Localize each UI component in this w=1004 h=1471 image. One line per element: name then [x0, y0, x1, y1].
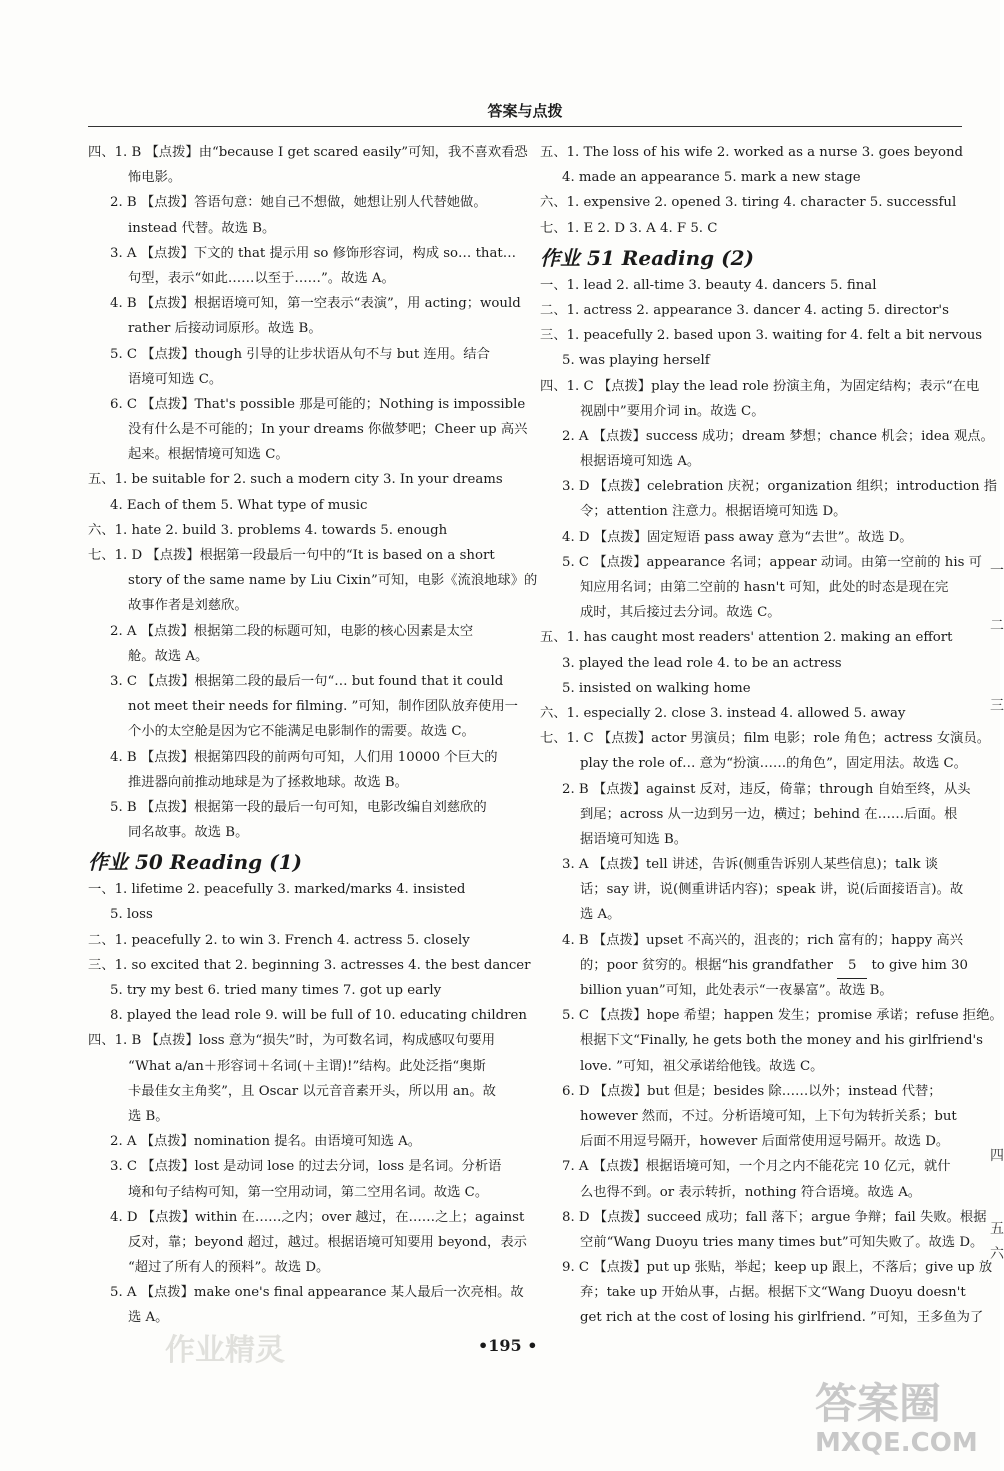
- answer-line: 起来。根据情境可知选 C。: [128, 447, 289, 463]
- answer-line: 7. A 【点拨】根据语境可知，一个月之内不能花完 10 亿元，就什: [562, 1159, 951, 1175]
- answer-line: 6. C 【点拨】That's possible 那是可能的；Nothing is impossible: [110, 396, 526, 412]
- answer-line: instead 代替。故选 B。: [128, 220, 276, 236]
- answer-line: 七、1. C 【点拨】actor 男演员；film 电影；role 角色；actress 女演员。: [540, 731, 991, 747]
- answer-line: 推进器向前推动地球是为了拯救地球。故选 B。: [128, 774, 408, 790]
- answer-line: 境和句子结构可知，第一空用动词，第二空用名词。故选 C。: [128, 1184, 489, 1200]
- answer-line: 二、1. peacefully 2. to win 3. French 4. actress 5. closely: [88, 932, 470, 948]
- answer-line: however 然而，不过。分析语境可知，上下句为转折关系；but: [580, 1108, 957, 1124]
- answer-line: 七、1. E 2. D 3. A 4. F 5. C: [540, 220, 718, 236]
- answer-line: 同名故事。故选 B。: [128, 825, 249, 841]
- answer-line: 三、1. peacefully 2. based upon 3. waiting for 4. felt a bit nervous: [540, 328, 983, 344]
- answer-line: 四、1. C 【点拨】play the lead role 扮演主角，为固定结构；表示“在电: [540, 378, 980, 394]
- answer-line: 舱。故选 A。: [128, 648, 209, 664]
- answer-line: 六、1. especially 2. close 3. instead 4. allowed 5. away: [540, 705, 906, 721]
- answer-line: 6. D 【点拨】but 但是；besides 除……以外；instead 代替；: [562, 1083, 942, 1099]
- answer-line: 五、1. be suitable for 2. such a modern city 3. In your dreams: [88, 472, 503, 488]
- answer-line: 4. B 【点拨】upset 不高兴的，沮丧的；rich 富有的；happy 高兴: [562, 932, 963, 948]
- answer-line: love. ”可知，祖父承诺给他钱。故选 C。: [580, 1058, 824, 1074]
- answer-line: 选 A。: [128, 1310, 169, 1326]
- answer-line: 后面不用逗号隔开，however 后面常使用逗号隔开。故选 D。: [580, 1134, 950, 1150]
- answer-line: 2. A 【点拨】nomination 提名。由语境可知选 A。: [110, 1134, 422, 1150]
- answer-line: 5. A 【点拨】make one's final appearance 某人最后一次亮相。故: [110, 1285, 524, 1301]
- answer-line: 3. C 【点拨】根据第二段的最后一句“… but found that it could: [110, 673, 504, 689]
- watermark-left: 作业精灵: [165, 1333, 285, 1368]
- edge-mark: 四: [990, 1148, 1004, 1164]
- answer-line: 视剧中”要用介词 in。故选 C。: [580, 403, 765, 419]
- watermark-logo-text: 答案圈: [815, 1379, 942, 1428]
- section-heading: 作业 51 Reading (2): [540, 245, 754, 270]
- answer-line: 4. Each of them 5. What type of music: [110, 497, 368, 513]
- answer-line: 五、1. The loss of his wife 2. worked as a nurse 3. goes beyond: [540, 145, 964, 160]
- answer-line: 语境可知选 C。: [128, 371, 223, 387]
- answer-line: not meet their needs for filming. ”可知，制作团队放弃使用一: [128, 699, 518, 715]
- answer-line-tail: to give him 30: [871, 957, 968, 973]
- page-number: •195 •: [478, 1336, 538, 1355]
- right-column: [540, 140, 1003, 1331]
- answer-line: 空前“Wang Duoyu tries many times but”可知失败了。故选 D。: [580, 1234, 984, 1250]
- edge-mark: 六: [990, 1246, 1004, 1262]
- answer-line: 5. C 【点拨】appearance 名词；appear 动词。由第一空前的 his 可: [562, 554, 982, 570]
- edge-mark: 二: [990, 618, 1004, 634]
- answer-line: 2. A 【点拨】success 成功；dream 梦想；chance 机会；idea 观点。: [562, 428, 994, 444]
- answer-line: 4. D 【点拨】within 在……之内；over 越过，在……之上；against: [110, 1209, 525, 1225]
- answer-line: 令；attention 注意力。根据语境可知选 D。: [580, 504, 847, 520]
- answer-line: 选 A。: [580, 907, 621, 923]
- answer-line: 七、1. D 【点拨】根据第一段最后一句中的“It is based on a short: [88, 548, 495, 563]
- watermark-right: [815, 1380, 985, 1465]
- page-header: 答案与点拨: [487, 102, 563, 120]
- answer-line: 么也得不到。or 表示转折，nothing 符合语境。故选 A。: [580, 1184, 922, 1200]
- answer-line: 没有什么是不可能的；In your dreams 你做梦吧；Cheer up 高兴: [128, 422, 528, 438]
- answer-line: [540, 953, 970, 978]
- answer-line: 一、1. lead 2. all-time 3. beauty 4. dancers 5. final: [540, 277, 877, 293]
- answer-line: 5. insisted on walking home: [562, 680, 751, 696]
- answer-line: 根据语境可知选 A。: [580, 454, 701, 470]
- edge-mark: 三: [990, 698, 1004, 714]
- answer-line: 一、1. lifetime 2. peacefully 3. marked/marks 4. insisted: [88, 882, 466, 898]
- answer-line: 知应用名词；由第二空前的 hasn't 可知，此处的时态是现在完: [580, 580, 949, 595]
- answer-line: 故事作者是刘慈欣。: [128, 598, 248, 614]
- answer-line: 4. D 【点拨】固定短语 pass away 意为“去世”。故选 D。: [562, 529, 913, 545]
- answer-line: rather 后接动词原形。故选 B。: [128, 321, 322, 337]
- answer-line: billion yuan”可知，此处表示“一夜暴富”。故选 B。: [580, 983, 893, 998]
- answer-line: “What a/an＋形容词＋名词(＋主谓)!”结构。此处泛指“奥斯: [128, 1058, 486, 1074]
- answer-line: 3. A 【点拨】tell 讲述，告诉(侧重告诉别人某些信息)；talk 谈: [562, 857, 939, 873]
- answer-line: 3. C 【点拨】lost 是动词 lose 的过去分词，loss 是名词。分析语: [110, 1159, 502, 1175]
- answer-line: 句型，表示“如此……以至于……”。故选 A。: [128, 270, 395, 286]
- answer-line: 9. C 【点拨】put up 张贴，举起；keep up 跟上，不落后；give up 放: [562, 1260, 993, 1276]
- answer-line: 5. was playing herself: [562, 353, 710, 369]
- answer-line: 5. C 【点拨】hope 希望；happen 发生；promise 承诺；refuse 拒绝。: [562, 1008, 1003, 1024]
- answer-line: 据语境可知选 B。: [580, 831, 688, 847]
- left-column: [88, 140, 538, 1331]
- answer-line: 四、1. B 【点拨】由“because I get scared easily”可知，我不喜欢看恐: [88, 145, 528, 160]
- section-heading: 作业 50 Reading (1): [88, 850, 302, 875]
- answer-line: 弃；take up 开始从事，占据。根据下文“Wang Duoyu doesn't: [580, 1285, 966, 1301]
- answer-line: 3. played the lead role 4. to be an actress: [562, 655, 842, 671]
- answer-line: 成时，其后接过去分词。故选 C。: [580, 605, 781, 621]
- answer-line: 4. B 【点拨】根据第四段的前两句可知，人们用 10000 个巨大的: [110, 749, 498, 765]
- answer-line: 六、1. expensive 2. opened 3. tiring 4. character 5. successful: [540, 195, 957, 211]
- answer-line: play the role of… 意为“扮演……的角色”，固定用法。故选 C。: [580, 756, 967, 772]
- answer-line: 卡最佳女主角奖”，且 Oscar 以元音音素开头，所以用 an。故: [128, 1083, 496, 1099]
- answer-line: 5. B 【点拨】根据第一段的最后一句可知，电影改编自刘慈欣的: [110, 799, 487, 815]
- answer-line: 选 B。: [128, 1108, 169, 1124]
- answer-line: “超过了所有人的预料”。故选 D。: [128, 1260, 330, 1276]
- edge-mark: 一: [990, 563, 1004, 579]
- answer-line: 5. loss: [110, 907, 153, 923]
- answer-line-text: 的；poor 贫穷的。根据“his grandfather: [580, 957, 833, 973]
- answer-line: 8. played the lead role 9. will be full of 10. educating children: [110, 1008, 527, 1024]
- answer-line: 3. D 【点拨】celebration 庆祝；organization 组织；introduction 指: [562, 479, 998, 495]
- answer-line: 到尾；across 从一边到另一边，横过；behind 在……后面。根: [580, 806, 958, 822]
- answer-line: 二、1. actress 2. appearance 3. dancer 4. acting 5. director's: [540, 302, 949, 318]
- answer-line: 话；say 讲，说(侧重讲话内容)；speak 讲，说(后面接语言)。故: [580, 882, 964, 898]
- answer-line: get rich at the cost of losing his girlfriend. ”可知，王多鱼为了: [580, 1310, 984, 1326]
- answer-line: 5. try my best 6. tried many times 7. got up early: [110, 983, 442, 998]
- answer-line: story of the same name by Liu Cixin”可知，电影《流浪地球》的: [128, 573, 538, 589]
- answer-line: 怖电影。: [128, 170, 182, 186]
- answer-line: 4. made an appearance 5. mark a new stage: [562, 170, 861, 186]
- answer-line: 8. D 【点拨】succeed 成功；fall 落下；argue 争辩；fail 失败。根据: [562, 1209, 987, 1225]
- header-rule: [88, 126, 962, 127]
- answer-line: 2. B 【点拨】答语句意：她自己不想做，她想让别人代替她做。: [110, 195, 487, 211]
- answer-line: 四、1. B 【点拨】loss 意为“损失”时，为可数名词，构成感叹句要用: [88, 1033, 496, 1049]
- fill-blank: 5: [837, 953, 867, 979]
- answer-line: 个小的太空舱是因为它不能满足电影制作的需要。故选 C。: [128, 724, 475, 740]
- answer-line: 五、1. has caught most readers' attention 2. making an effort: [540, 630, 953, 646]
- answer-line: 2. B 【点拨】against 反对，违反，倚靠；through 自始至终，从头: [562, 781, 971, 797]
- answer-line: 2. A 【点拨】根据第二段的标题可知，电影的核心因素是太空: [110, 623, 474, 639]
- answer-line: 5. C 【点拨】though 引导的让步状语从句不与 but 连用。结合: [110, 346, 490, 362]
- edge-mark: 五: [990, 1221, 1004, 1237]
- answer-line: 六、1. hate 2. build 3. problems 4. towards 5. enough: [88, 522, 448, 538]
- answer-line: 3. A 【点拨】下文的 that 提示用 so 修饰形容词，构成 so… that…: [110, 245, 517, 261]
- answer-line: 4. B 【点拨】根据语境可知，第一空表示“表演”，用 acting；would: [110, 296, 521, 312]
- answer-line: 根据下文“Finally, he gets both the money and his girlfriend's: [580, 1033, 983, 1049]
- answer-line: 反对，靠；beyond 超过，越过。根据语境可知要用 beyond，表示: [128, 1234, 527, 1250]
- answer-line: 三、1. so excited that 2. beginning 3. actresses 4. the best dancer: [88, 957, 531, 973]
- watermark-url: MXQE.COM: [815, 1428, 978, 1458]
